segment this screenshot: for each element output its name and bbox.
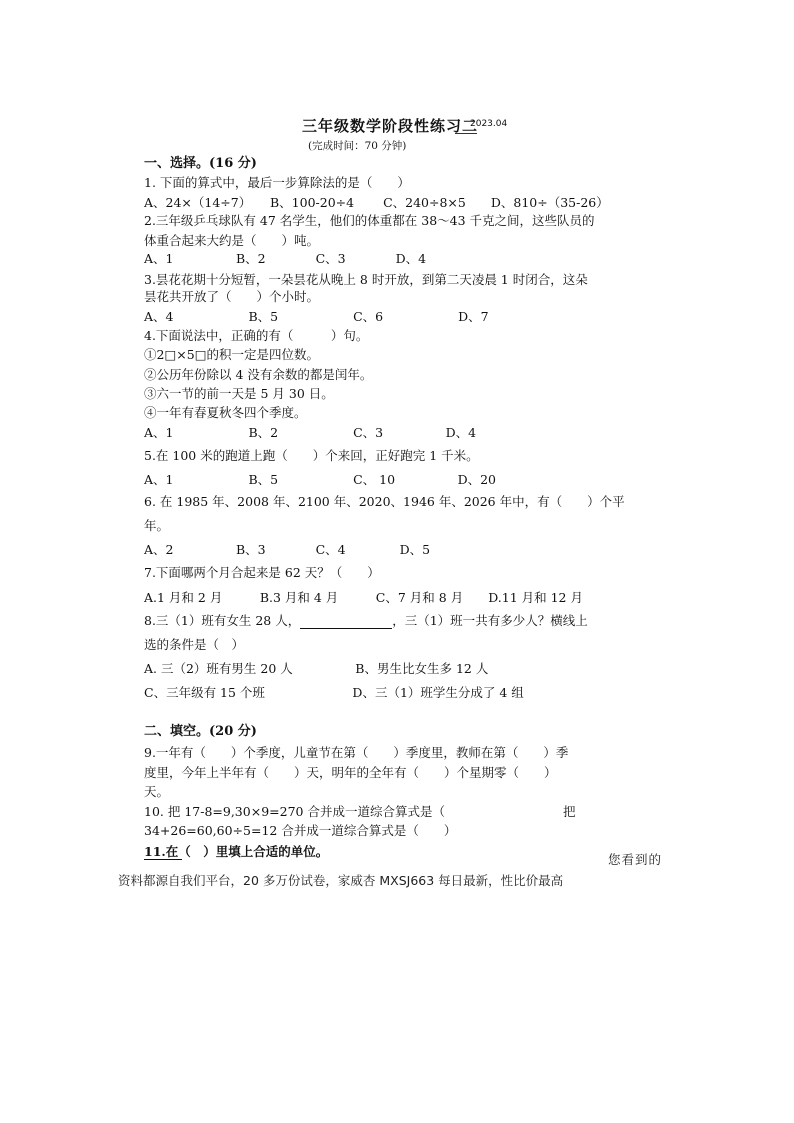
answer-options-line: A、24×（14÷7） B、100-20÷4 C、240÷8×5 D、810÷（35-26） <box>144 195 609 210</box>
question-line-end: 把 <box>563 804 576 819</box>
answer-blank <box>300 616 392 629</box>
answer-options-line: A、2 B、3 C、4 D、5 <box>144 542 431 557</box>
question-line: 10. 把 17-8=9,30×9=270 合并成一道综合算式是（ <box>144 804 445 819</box>
date-annotation: 2023.04 <box>470 119 508 129</box>
answer-options-line: A、1 B、5 C、 10 D、20 <box>144 472 496 487</box>
page-subtitle: (完成时间：70 分钟) <box>308 140 407 152</box>
question-text-end: ，三（1）班一共有多少人？横线上 <box>392 613 588 628</box>
title-underline <box>455 133 477 134</box>
question-line <box>144 613 588 629</box>
question-text-start: 8.三（1）班有女生 28 人， <box>144 613 301 628</box>
answer-options-line: A.1 月和 2 月 B.3 月和 4 月 C、7 月和 8 月 D.11 月和 12 月 <box>144 590 583 605</box>
question-line: 年。 <box>144 518 170 533</box>
answer-options-line: A. 三（2）班有男生 20 人 B、男生比女生多 12 人 <box>144 661 489 676</box>
question-line: 5.在 100 米的跑道上跑（ ）个来回，正好跑完 1 千米。 <box>144 448 479 463</box>
footer-text: 您看到的 <box>608 852 663 867</box>
statement-line: ②公历年份除以 4 没有余数的都是闰年。 <box>144 367 373 382</box>
question-line: 度里，今年上半年有（ ）天，明年的全年有（ ）个星期零（ ） <box>144 765 557 780</box>
statement-line: ③六一节的前一天是 5 月 30 日。 <box>144 386 334 401</box>
section-heading-fill: 二、填空。(20 分) <box>144 724 257 739</box>
question-line: 7.下面哪两个月合起来是 62 天？（ ） <box>144 565 380 580</box>
answer-options-line: A、4 B、5 C、6 D、7 <box>144 309 489 324</box>
question-line: 2.三年级乒乓球队有 47 名学生，他们的体重都在 38～43 千克之间，这些队员的 <box>144 213 595 228</box>
question-line: 11.在（ ）里填上合适的单位。 <box>144 844 329 859</box>
question-line: 昙花共开放了（ ）个小时。 <box>144 289 320 304</box>
answer-options-line: A、1 B、2 C、3 D、4 <box>144 251 427 266</box>
question-line: 6. 在 1985 年、2008 年、2100 年、2020、1946 年、2026 年中，有（ ）个平 <box>144 494 625 509</box>
question-line: 体重合起来大约是（ ）吨。 <box>144 233 320 248</box>
question-line: 选的条件是（ ） <box>144 637 245 652</box>
footer-text: 资料都源自我们平台，20 多万份试卷，家威杏 MXSJ663 每日最新，性比价最高 <box>118 873 564 888</box>
section-heading-choice: 一、选择。(16 分) <box>144 156 257 171</box>
answer-options-line: C、三年级有 15 个班 D、三（1）班学生分成了 4 组 <box>144 685 524 700</box>
question-number-underline <box>144 859 182 860</box>
question-line: 4.下面说法中，正确的有（ ）句。 <box>144 328 369 343</box>
statement-line: ④一年有春夏秋冬四个季度。 <box>144 405 307 420</box>
answer-options-line: A、1 B、2 C、3 D、4 <box>144 425 477 440</box>
question-line: 天。 <box>144 784 170 799</box>
question-line: 3.昙花花期十分短暂，一朵昙花从晚上 8 时开放，到第二天凌晨 1 时闭合，这朵 <box>144 272 588 287</box>
question-line: 1. 下面的算式中，最后一步算除法的是（ ） <box>144 175 410 190</box>
question-line: 34+26=60,60÷5=12 合并成一道综合算式是（ ） <box>144 823 457 838</box>
page-title: 三年级数学阶段性练习二 <box>302 117 479 135</box>
question-line: 9.一年有（ ）个季度，儿童节在第（ ）季度里，教师在第（ ）季 <box>144 745 569 760</box>
statement-line: ①2□×5□的积一定是四位数。 <box>144 347 320 362</box>
